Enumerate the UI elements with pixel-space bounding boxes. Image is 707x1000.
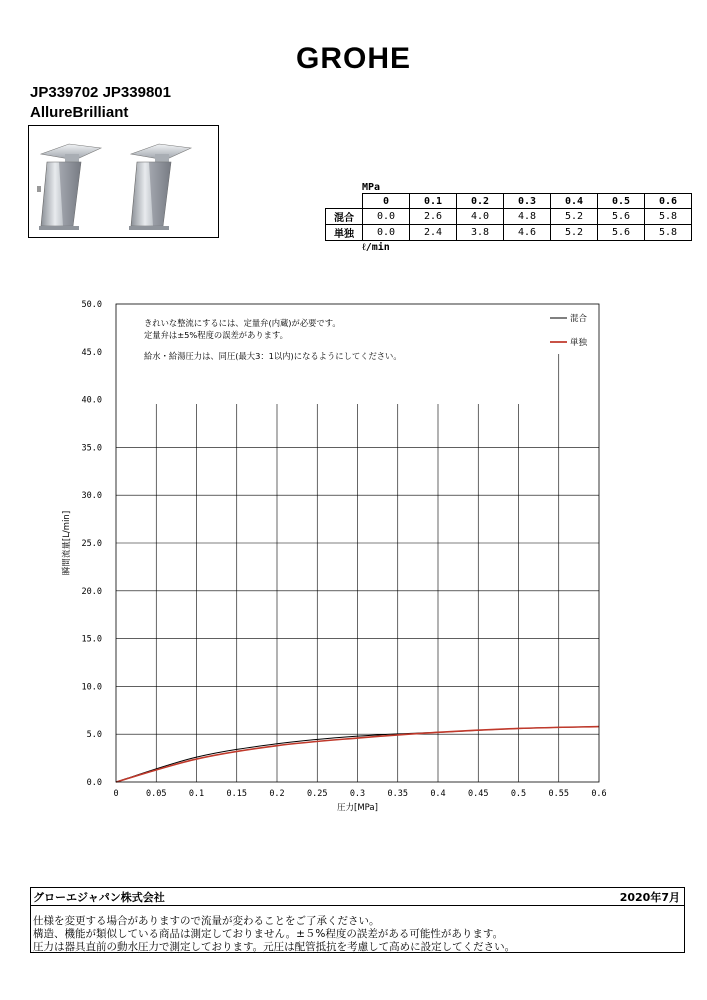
chart-annotation: きれいな整流にするには、定量弁(内蔵)が必要です。	[144, 318, 341, 328]
x-tick-label: 0.45	[468, 789, 489, 799]
table-unit-flow: ℓ/min	[362, 242, 390, 253]
x-tick-label: 0.3	[349, 789, 366, 799]
table-cell: 3.8	[457, 225, 504, 241]
footer-note: 構造、機能が類似している商品は測定しておりません。±５%程度の誤差がある可能性があります。	[33, 928, 504, 940]
table-header-cell: 0.2	[457, 194, 504, 209]
x-tick-label: 0.15	[226, 789, 247, 799]
table-cell: 5.6	[598, 209, 645, 225]
x-tick-label: 0.2	[269, 789, 285, 799]
y-tick-label: 25.0	[81, 539, 102, 549]
flow-table	[325, 193, 692, 241]
table-header-cell: 0.3	[504, 194, 551, 209]
table-cell: 5.2	[551, 225, 598, 241]
table-cell: 0.0	[363, 209, 410, 225]
table-cell: 5.8	[645, 209, 692, 225]
x-tick-label: 0.5	[510, 789, 527, 799]
footer-note: 圧力は器具直前の動水圧力で測定しております。元圧は配管抵抗を考慮して高めに設定してください。	[33, 941, 516, 953]
y-tick-label: 20.0	[81, 586, 102, 597]
table-header-cell: 0	[363, 194, 410, 209]
x-tick-label: 0.05	[146, 789, 167, 799]
table-cell: 5.2	[551, 209, 598, 225]
brand-logo: GROHE	[295, 42, 411, 75]
table-row-label: 単独	[326, 225, 363, 241]
table-cell: 4.8	[504, 209, 551, 225]
footer-note: 仕様を変更する場合がありますので流量が変わることをご了承ください。	[33, 915, 380, 927]
y-tick-label: 30.0	[81, 491, 102, 502]
y-tick-label: 15.0	[81, 634, 102, 645]
y-tick-label: 5.0	[86, 730, 102, 741]
legend-label: 混合	[570, 314, 588, 324]
table-row	[326, 209, 692, 225]
table-row-label: 混合	[326, 209, 363, 225]
x-tick-label: 0.25	[307, 789, 328, 799]
issue-date: 2020年7月	[619, 891, 680, 904]
product-photo	[28, 125, 219, 238]
table-unit-pressure: MPa	[362, 182, 381, 193]
faucet-image-right	[129, 144, 191, 230]
x-tick-label: 0.4	[430, 789, 446, 799]
y-tick-label: 0.0	[86, 778, 102, 788]
footer	[30, 887, 685, 953]
y-axis-label: 瞬間流量[L/min]	[62, 510, 72, 576]
table-header-cell: 0.6	[645, 194, 692, 209]
y-tick-label: 35.0	[81, 443, 102, 454]
table-header-cell: 0.4	[551, 194, 598, 209]
table-corner	[326, 194, 363, 209]
table-cell: 5.8	[645, 225, 692, 241]
chart-annotation: 給水・給湯圧力は、同圧(最大3：1以内)になるようにしてください。	[144, 351, 402, 361]
y-tick-label: 10.0	[81, 682, 102, 693]
x-tick-label: 0.35	[387, 789, 408, 799]
table-header-row	[326, 194, 692, 209]
x-tick-label: 0	[113, 789, 119, 799]
x-tick-label: 0.55	[548, 789, 569, 799]
flow-chart	[0, 290, 707, 830]
product-series: AllureBrilliant	[30, 104, 129, 121]
x-tick-label: 0.1	[188, 789, 205, 799]
table-cell: 2.6	[410, 209, 457, 225]
table-row	[326, 225, 692, 241]
y-tick-label: 40.0	[81, 395, 102, 406]
x-axis-label: 圧力[MPa]	[337, 803, 378, 813]
legend-label: 単独	[570, 338, 588, 348]
model-numbers: JP339702 JP339801	[30, 84, 171, 101]
company-name: グローエジャパン株式会社	[33, 891, 165, 904]
y-tick-label: 45.0	[81, 347, 102, 358]
table-cell: 0.0	[363, 225, 410, 241]
table-cell: 2.4	[410, 225, 457, 241]
table-cell: 5.6	[598, 225, 645, 241]
y-tick-label: 50.0	[81, 300, 102, 310]
x-tick-label: 0.6	[591, 789, 607, 799]
faucet-image-left	[37, 144, 101, 230]
table-cell: 4.6	[504, 225, 551, 241]
table-header-cell: 0.1	[410, 194, 457, 209]
footer-divider	[31, 905, 684, 906]
chart-annotation: 定量弁は±5%程度の誤差があります。	[144, 330, 288, 340]
table-header-cell: 0.5	[598, 194, 645, 209]
table-cell: 4.0	[457, 209, 504, 225]
